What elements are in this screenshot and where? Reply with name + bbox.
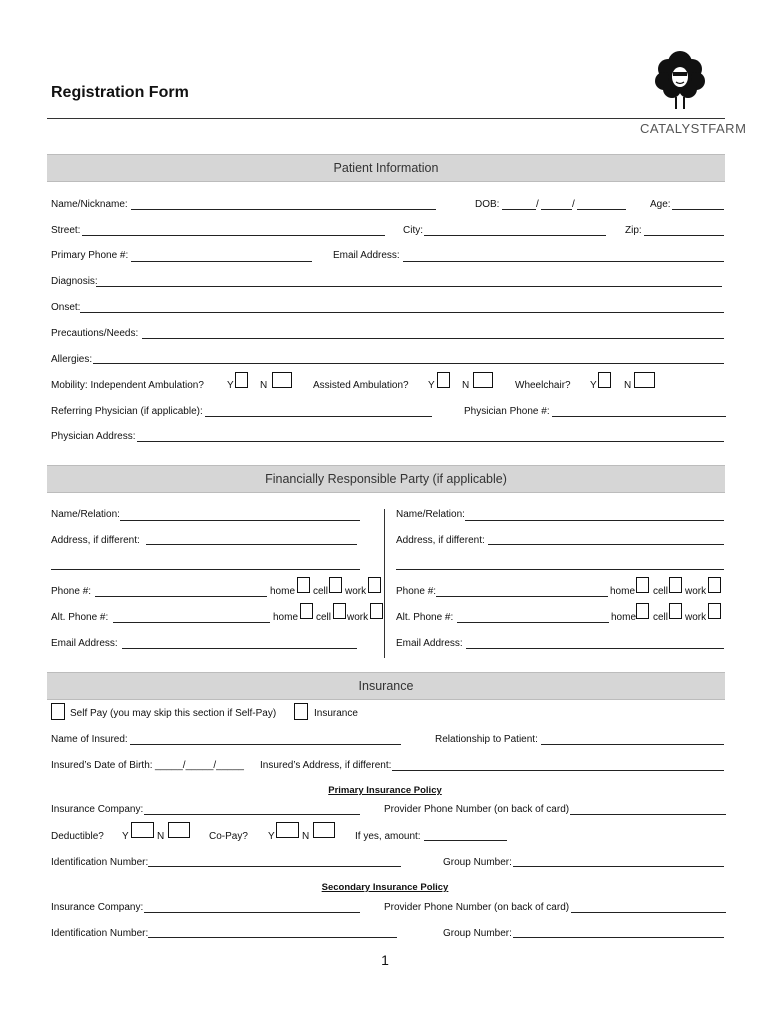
phone-cell-checkbox-right[interactable] [669,577,682,593]
logo-wordmark: CATALYSTFARM [640,121,747,136]
phone-home-checkbox-right[interactable] [636,577,649,593]
no-label: N [462,380,470,391]
name-relation-label: Name/Relation: [396,509,465,520]
copay-amount-field[interactable] [424,840,507,841]
alt-phone-home-checkbox-right[interactable] [636,603,649,619]
primary-group-number-field[interactable] [513,866,724,867]
yes-label: Y [122,831,129,842]
age-field[interactable] [672,209,724,210]
page-number: 1 [381,952,389,968]
dob-month-field[interactable] [502,209,536,210]
deductible-label: Deductible? [51,831,104,842]
physician-address-label: Physician Address: [51,431,136,442]
precautions-field[interactable] [142,338,724,339]
no-label: N [302,831,310,842]
independent-no-checkbox[interactable] [272,372,292,388]
provider-phone-label: Provider Phone Number (on back of card) [384,804,570,815]
secondary-provider-phone-field[interactable] [571,912,726,913]
no-label: N [260,380,268,391]
age-label: Age: [650,199,671,210]
dob-year-field[interactable] [577,209,626,210]
insured-dob-label: Insured’s Date of Birth: [51,760,153,771]
address-line2-right[interactable] [396,569,724,570]
allergies-field[interactable] [93,363,724,364]
insurance-company-label: Insurance Company: [51,902,144,913]
catalyst-farm-logo-icon [650,45,710,115]
self-pay-checkbox[interactable] [51,703,65,720]
primary-id-number-field[interactable] [148,866,401,867]
email-field-right[interactable] [466,648,724,649]
primary-provider-phone-field[interactable] [570,814,726,815]
name-label: Name/Nickname: [51,199,128,210]
deductible-no-checkbox[interactable] [168,822,190,838]
street-field[interactable] [82,235,385,236]
alt-phone-work-checkbox-right[interactable] [708,603,721,619]
self-pay-label: Self Pay (you may skip this section if Self-Pay) [70,708,277,719]
dob-separator: / [536,199,539,210]
name-field[interactable] [131,209,436,210]
financial-party-header [47,465,725,493]
diagnosis-field[interactable] [96,286,722,287]
secondary-group-number-field[interactable] [513,937,724,938]
yes-label: Y [590,380,597,391]
assisted-yes-checkbox[interactable] [437,372,450,388]
email-field[interactable] [403,261,724,262]
cell-label: cell [653,586,669,597]
phone-label: Phone #: [396,586,437,597]
primary-company-field[interactable] [144,814,360,815]
mobility-label: Mobility: Independent Ambulation? [51,380,204,391]
city-label: City: [403,225,423,236]
column-divider [384,509,385,658]
work-label: work [685,612,707,623]
address-field-left[interactable] [146,544,357,545]
no-label: N [157,831,165,842]
address-label: Address, if different: [51,535,140,546]
provider-phone-label: Provider Phone Number (on back of card) [384,902,570,913]
secondary-policy-heading: Secondary Insurance Policy [321,882,449,893]
cell-label: cell [653,612,669,623]
insurance-checkbox[interactable] [294,703,308,720]
header-divider [47,118,725,119]
diagnosis-label: Diagnosis: [51,276,98,287]
name-relation-field-left[interactable] [120,520,360,521]
allergies-label: Allergies: [51,354,93,365]
address-field-right[interactable] [488,544,724,545]
copay-label: Co-Pay? [209,831,248,842]
home-label: home [270,586,296,597]
phone-label: Phone #: [51,586,92,597]
phone-field-left[interactable] [95,596,267,597]
alt-phone-cell-checkbox-right[interactable] [669,603,682,619]
if-yes-amount-label: If yes, amount: [355,831,421,842]
alt-phone-cell-checkbox-left[interactable] [333,603,346,619]
insured-address-label: Insured’s Address, if different: [260,760,392,771]
yes-label: Y [428,380,435,391]
wheelchair-label: Wheelchair? [515,380,571,391]
cell-label: cell [313,586,329,597]
phone-home-checkbox-left[interactable] [297,577,310,593]
zip-field[interactable] [644,235,724,236]
wheelchair-yes-checkbox[interactable] [598,372,611,388]
dob-separator: / [572,199,575,210]
alt-phone-label: Alt. Phone #: [51,612,109,623]
yes-label: Y [268,831,275,842]
alt-phone-work-checkbox-left[interactable] [370,603,383,619]
name-relation-field-right[interactable] [465,520,724,521]
physician-phone-label: Physician Phone #: [464,406,550,417]
identification-number-label: Identification Number: [51,928,149,939]
primary-phone-label: Primary Phone #: [51,250,129,261]
alt-phone-home-checkbox-left[interactable] [300,603,313,619]
email-label: Email Address: [51,638,118,649]
insurance-company-label: Insurance Company: [51,804,144,815]
precautions-label: Precautions/Needs: [51,328,139,339]
secondary-company-field[interactable] [144,912,360,913]
email-label: Email Address: [333,250,400,261]
address-label: Address, if different: [396,535,485,546]
dob-day-field[interactable] [541,209,572,210]
name-relation-label: Name/Relation: [51,509,120,520]
home-label: home [610,586,636,597]
independent-yes-checkbox[interactable] [235,372,248,388]
secondary-id-number-field[interactable] [148,937,397,938]
referring-physician-label: Referring Physician (if applicable): [51,406,203,417]
section-title: Patient Information [333,161,439,175]
wheelchair-no-checkbox[interactable] [634,372,655,388]
primary-phone-field[interactable] [131,261,312,262]
email-field-left[interactable] [122,648,357,649]
work-label: work [345,586,367,597]
group-number-label: Group Number: [443,857,512,868]
insured-address-field[interactable] [392,770,724,771]
deductible-yes-checkbox[interactable] [131,822,154,838]
phone-work-checkbox-left[interactable] [368,577,381,593]
relationship-label: Relationship to Patient: [435,734,538,745]
name-insured-field[interactable] [130,744,401,745]
cell-label: cell [316,612,332,623]
group-number-label: Group Number: [443,928,512,939]
work-label: work [685,586,707,597]
alt-phone-label: Alt. Phone #: [396,612,454,623]
address-line2-left[interactable] [51,569,360,570]
name-insured-label: Name of Insured: [51,734,128,745]
copay-no-checkbox[interactable] [313,822,335,838]
insured-dob-field[interactable]: _____/_____/_____ [155,760,244,771]
page-title: Registration Form [51,84,189,101]
home-label: home [611,612,637,623]
physician-address-field[interactable] [137,441,724,442]
primary-policy-heading: Primary Insurance Policy [328,785,442,796]
patient-information-header [47,154,725,182]
relationship-field[interactable] [541,744,724,745]
dob-label: DOB: [475,199,500,210]
zip-label: Zip: [625,225,642,236]
referring-physician-field[interactable] [205,416,432,417]
assisted-no-checkbox[interactable] [473,372,493,388]
copay-yes-checkbox[interactable] [276,822,299,838]
phone-field-right[interactable] [436,596,608,597]
section-title: Financially Responsible Party (if applicable) [265,472,507,486]
email-label: Email Address: [396,638,463,649]
identification-number-label: Identification Number: [51,857,149,868]
city-field[interactable] [424,235,606,236]
assisted-label: Assisted Ambulation? [313,380,409,391]
alt-phone-field-left[interactable] [113,622,270,623]
alt-phone-field-right[interactable] [457,622,609,623]
work-label: work [347,612,369,623]
phone-cell-checkbox-left[interactable] [329,577,342,593]
physician-phone-field[interactable] [552,416,726,417]
home-label: home [273,612,299,623]
phone-work-checkbox-right[interactable] [708,577,721,593]
insurance-label: Insurance [314,708,358,719]
no-label: N [624,380,632,391]
onset-label: Onset: [51,302,81,313]
insurance-header [47,672,725,700]
onset-field[interactable] [80,312,724,313]
section-title: Insurance [358,679,414,693]
street-label: Street: [51,225,81,236]
yes-label: Y [227,380,234,391]
